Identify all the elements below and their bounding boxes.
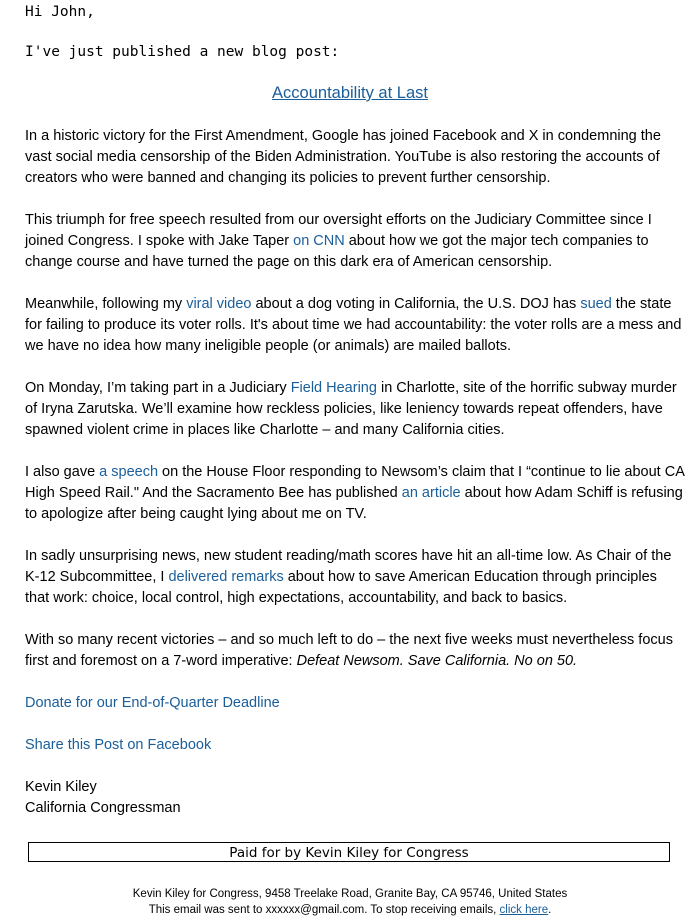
- field-hearing-link[interactable]: Field Hearing: [290, 380, 377, 396]
- email-body: [25, 126, 685, 819]
- viral-video-link[interactable]: viral video: [186, 296, 252, 312]
- donate-link[interactable]: Donate for our End-of-Quarter Deadline: [25, 695, 280, 711]
- share-paragraph: [25, 735, 685, 756]
- sued-link[interactable]: sued: [580, 296, 612, 312]
- share-facebook-link[interactable]: Share this Post on Facebook: [25, 737, 212, 753]
- paragraph-speech: I also gave a speech on the House Floor responding to Newsom’s claim that I “continue to lie about CA High Speed Rail." And the Sacramento Bee has published an article about how Adam Schiff is refusing to apologize after being caught lying about me on TV.: [25, 464, 685, 522]
- signature-title: California Congressman: [25, 800, 181, 816]
- post-title-link[interactable]: Accountability at Last: [272, 84, 428, 102]
- footer-address: Kevin Kiley for Congress, 9458 Treelake Road, Granite Bay, CA 95746, United States: [132, 888, 568, 900]
- intro-line: I've just published a new blog post:: [25, 44, 340, 60]
- slogan: Defeat Newsom. Save California. No on 50.: [296, 653, 578, 669]
- paragraph-imperative: With so many recent victories – and so much left to do – the next five weeks must nevertheless focus first and foremost on a 7-word imperative: Defeat Newsom. Save California. No on 50.: [25, 632, 673, 669]
- paragraph-field-hearing: On Monday, I’m taking part in a Judiciary Field Hearing in Charlotte, site of the horrific subway murder of Iryna Zarutska. We’ll examine how reckless policies, like leniency towards repeat offenders, have spawned violent crime in places like Charlotte – and many California cities.: [25, 380, 677, 438]
- paragraph-education: In sadly unsurprising news, new student reading/math scores have hit an all-time low. As Chair of the K-12 Subcommittee, I delivered remarks about how to save American Education through principles that work: choice, local control, high expectations, accountability, and back to basics.: [25, 548, 672, 606]
- signature: [25, 777, 685, 819]
- remarks-link[interactable]: delivered remarks: [168, 569, 284, 585]
- signature-name: Kevin Kiley: [25, 779, 97, 795]
- article-link[interactable]: an article: [401, 485, 461, 501]
- email-footer: [0, 886, 700, 918]
- post-title: [0, 82, 700, 104]
- cnn-link[interactable]: on CNN: [293, 233, 345, 249]
- speech-link[interactable]: a speech: [99, 464, 159, 480]
- paid-for-disclaimer: Paid for by Kevin Kiley for Congress: [28, 842, 670, 862]
- paragraph-censorship: In a historic victory for the First Amendment, Google has joined Facebook and X in condemning the vast social media censorship of the Biden Administration. YouTube is also restoring the accounts of creators who were banned and changing its policies to prevent further censorship.: [25, 128, 661, 186]
- footer-unsubscribe-line: This email was sent to xxxxxx@gmail.com. To stop receiving emails, click here.: [148, 904, 552, 916]
- paragraph-free-speech: This triumph for free speech resulted from our oversight efforts on the Judiciary Committee since I joined Congress. I spoke with Jake Taper on CNN about how we got the major tech companies to change course and have turned the page on this dark era of American censorship.: [25, 212, 652, 270]
- greeting: Hi John,: [25, 4, 95, 20]
- paragraph-voter-rolls: Meanwhile, following my viral video about a dog voting in California, the U.S. DOJ has sued the state for failing to produce its voter rolls. It's about time we had accountability: the voter rolls are a mess and we have no idea how many ineligible people (or animals) are mailed ballots.: [25, 296, 682, 354]
- unsubscribe-link[interactable]: click here: [499, 904, 549, 916]
- donate-paragraph: [25, 693, 685, 714]
